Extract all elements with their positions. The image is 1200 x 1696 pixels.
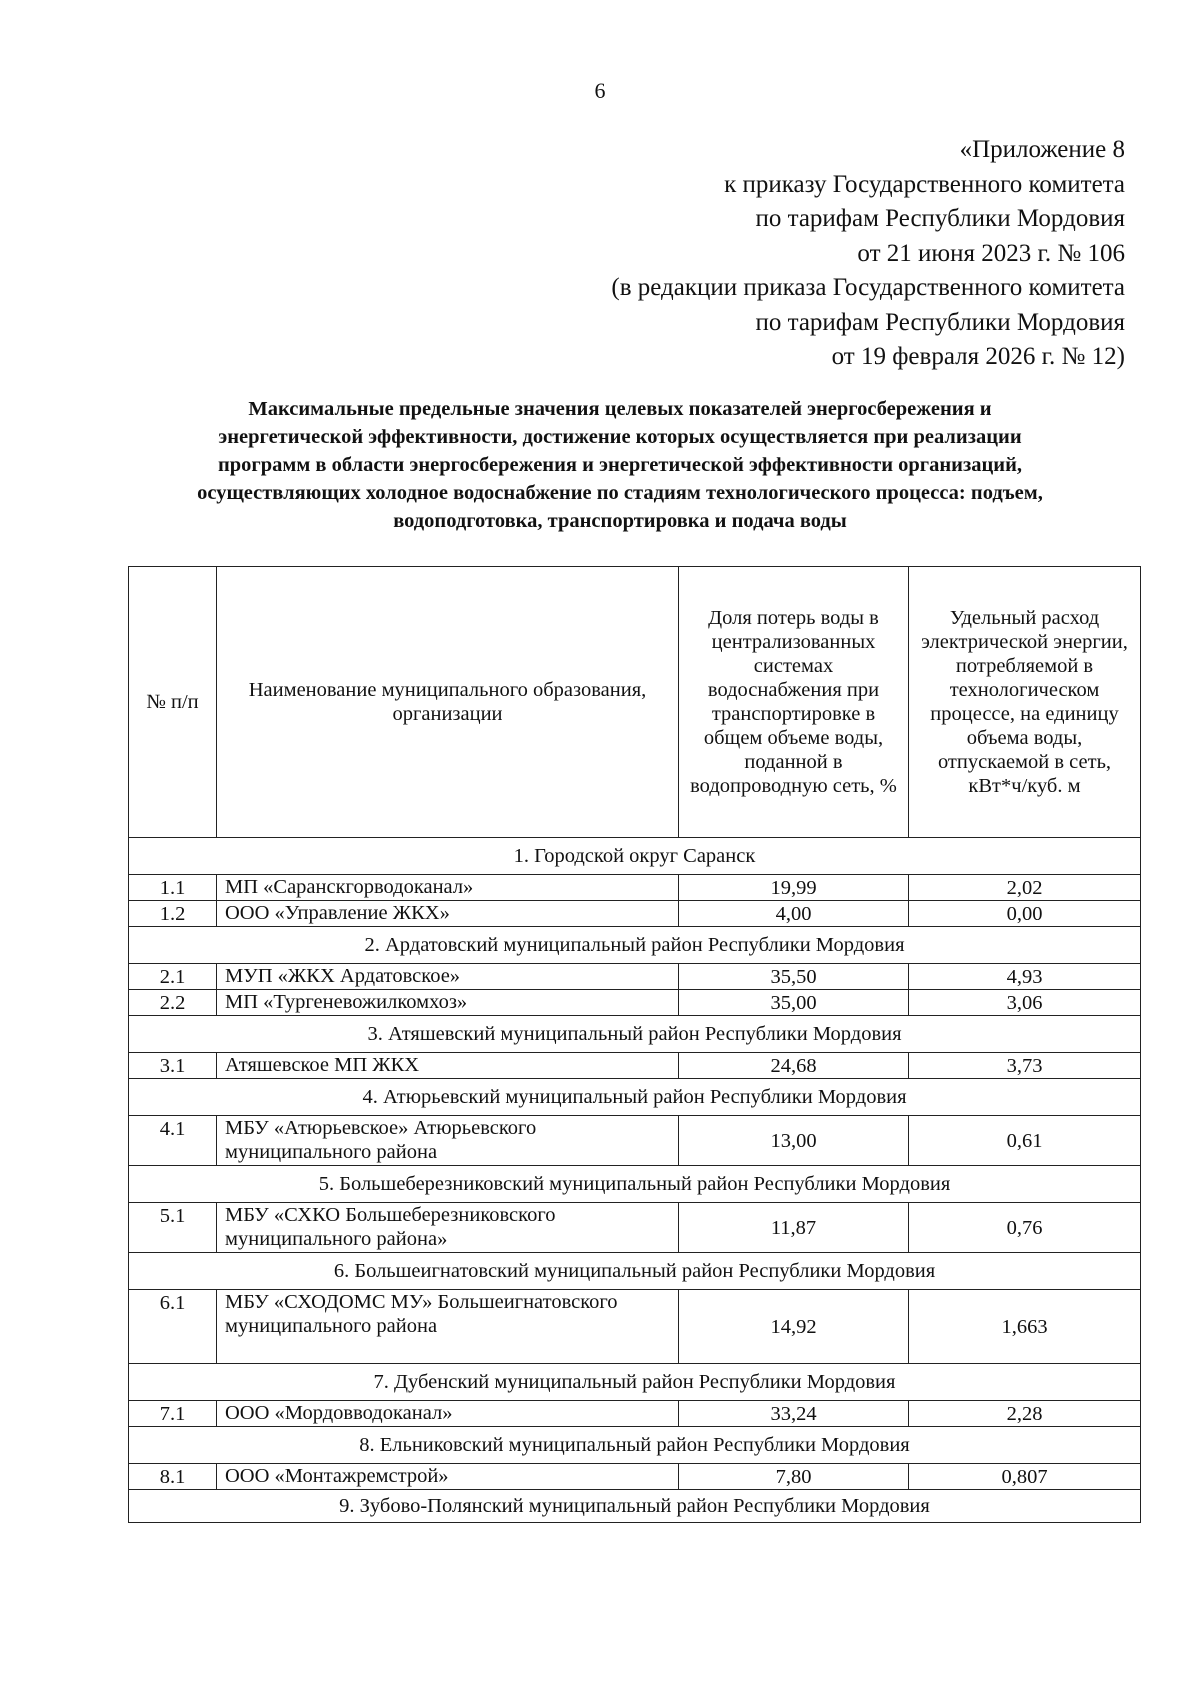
appendix-line: к приказу Государственного комитета (724, 170, 1125, 198)
row-energy: 0,00 (909, 901, 1141, 927)
title-line: программ в области энергосбережения и энергетической эффективности организаций, (217, 454, 1023, 476)
section-title: 3. Атяшевский муниципальный район Республики Мордовия (129, 1016, 1141, 1053)
title-line: водоподготовка, транспортировка и подача воды (393, 510, 847, 532)
row-name: Атяшевское МП ЖКХ (217, 1053, 679, 1079)
title-line: энергетической эффективности, достижение которых осуществляется при реализации (218, 426, 1022, 448)
appendix-line: по тарифам Республики Мордовия (755, 308, 1125, 336)
appendix-reference (611, 133, 1125, 375)
row-energy: 3,06 (909, 990, 1141, 1016)
row-name: ООО «Монтажремстрой» (217, 1464, 679, 1490)
row-loss: 4,00 (679, 901, 909, 927)
appendix-line: «Приложение 8 (959, 136, 1125, 163)
row-num: 1.1 (129, 875, 217, 901)
row-name: ООО «Мордовводоканал» (217, 1401, 679, 1427)
row-num: 4.1 (129, 1116, 217, 1166)
table-row (129, 1053, 1141, 1079)
row-loss: 24,68 (679, 1053, 909, 1079)
row-energy: 0,807 (909, 1464, 1141, 1490)
row-loss: 33,24 (679, 1401, 909, 1427)
title-line: Максимальные предельные значения целевых показателей энергосбережения и (248, 398, 992, 420)
row-name: МП «Тургеневожилкомхоз» (217, 990, 679, 1016)
row-name: МП «Саранскгорводоканал» (217, 875, 679, 901)
table-row (129, 1290, 1141, 1364)
row-energy: 1,663 (909, 1290, 1141, 1364)
appendix-line: по тарифам Республики Мордовия (755, 205, 1125, 232)
table-row (129, 1116, 1141, 1166)
table-row (129, 875, 1141, 901)
row-name: МУП «ЖКХ Ардатовское» (217, 964, 679, 990)
section-row (129, 927, 1141, 964)
row-loss: 19,99 (679, 875, 909, 901)
page-number: 6 (594, 78, 606, 103)
section-row (129, 1364, 1141, 1401)
appendix-line: от 19 февраля 2026 г. № 12) (831, 343, 1125, 370)
table-row (129, 990, 1141, 1016)
section-title: 2. Ардатовский муниципальный район Республики Мордовия (129, 927, 1141, 964)
section-row (129, 838, 1141, 875)
section-row (129, 1079, 1141, 1116)
table-row (129, 1464, 1141, 1490)
table-row (129, 1203, 1141, 1253)
section-title: 8. Ельниковский муниципальный район Республики Мордовия (129, 1427, 1141, 1464)
row-loss: 13,00 (679, 1116, 909, 1166)
section-title: 9. Зубово-Полянский муниципальный район Республики Мордовия (129, 1490, 1141, 1523)
row-num: 2.2 (129, 990, 217, 1016)
section-title: 5. Большеберезниковский муниципальный район Республики Мордовия (129, 1166, 1141, 1203)
row-energy: 2,02 (909, 875, 1141, 901)
row-loss: 35,50 (679, 964, 909, 990)
row-energy: 3,73 (909, 1053, 1141, 1079)
row-num: 5.1 (129, 1203, 217, 1253)
section-row (129, 1253, 1141, 1290)
row-name: ООО «Управление ЖКХ» (217, 901, 679, 927)
table-row (129, 964, 1141, 990)
section-title: 4. Атюрьевский муниципальный район Республики Мордовия (129, 1079, 1141, 1116)
section-row (129, 1166, 1141, 1203)
section-title: 7. Дубенский муниципальный район Республики Мордовия (129, 1364, 1141, 1401)
section-row (129, 1016, 1141, 1053)
section-title: 6. Большеигнатовский муниципальный район Республики Мордовия (129, 1253, 1141, 1290)
title-line: осуществляющих холодное водоснабжение по стадиям технологического процесса: подъем, (197, 482, 1043, 504)
indicators-table (128, 566, 1141, 1523)
header-num: № п/п (129, 567, 217, 838)
table-header-row (129, 567, 1141, 838)
section-row (129, 1427, 1141, 1464)
row-energy: 2,28 (909, 1401, 1141, 1427)
row-num: 2.1 (129, 964, 217, 990)
row-num: 6.1 (129, 1290, 217, 1364)
section-title: 1. Городской округ Саранск (129, 838, 1141, 875)
row-num: 8.1 (129, 1464, 217, 1490)
row-loss: 7,80 (679, 1464, 909, 1490)
row-loss: 35,00 (679, 990, 909, 1016)
appendix-line: (в редакции приказа Государственного комитета (611, 274, 1125, 301)
header-loss: Доля потерь воды в централизованных системах водоснабжения при транспортировке в общем объеме воды, поданной в водопроводную сеть, % (679, 567, 909, 838)
row-name: МБУ «СХКО Большеберезниковского муниципального района» (217, 1203, 679, 1253)
row-num: 7.1 (129, 1401, 217, 1427)
table-row (129, 901, 1141, 927)
row-loss: 14,92 (679, 1290, 909, 1364)
row-energy: 0,61 (909, 1116, 1141, 1166)
row-name: МБУ «СХОДОМС МУ» Большеигнатовского муниципального района (217, 1290, 679, 1364)
section-row (129, 1490, 1141, 1523)
appendix-line: от 21 июня 2023 г. № 106 (857, 239, 1125, 267)
row-energy: 0,76 (909, 1203, 1141, 1253)
row-name: МБУ «Атюрьевское» Атюрьевского муниципального района (217, 1116, 679, 1166)
header-name: Наименование муниципального образования, организации (217, 567, 679, 838)
row-loss: 11,87 (679, 1203, 909, 1253)
document-title (110, 395, 1130, 535)
row-energy: 4,93 (909, 964, 1141, 990)
header-energy: Удельный расход электрической энергии, потребляемой в технологическом процессе, на единицу объема воды, отпускаемой в сеть, кВт*ч/куб. м (909, 567, 1141, 838)
table-row (129, 1401, 1141, 1427)
row-num: 3.1 (129, 1053, 217, 1079)
row-num: 1.2 (129, 901, 217, 927)
